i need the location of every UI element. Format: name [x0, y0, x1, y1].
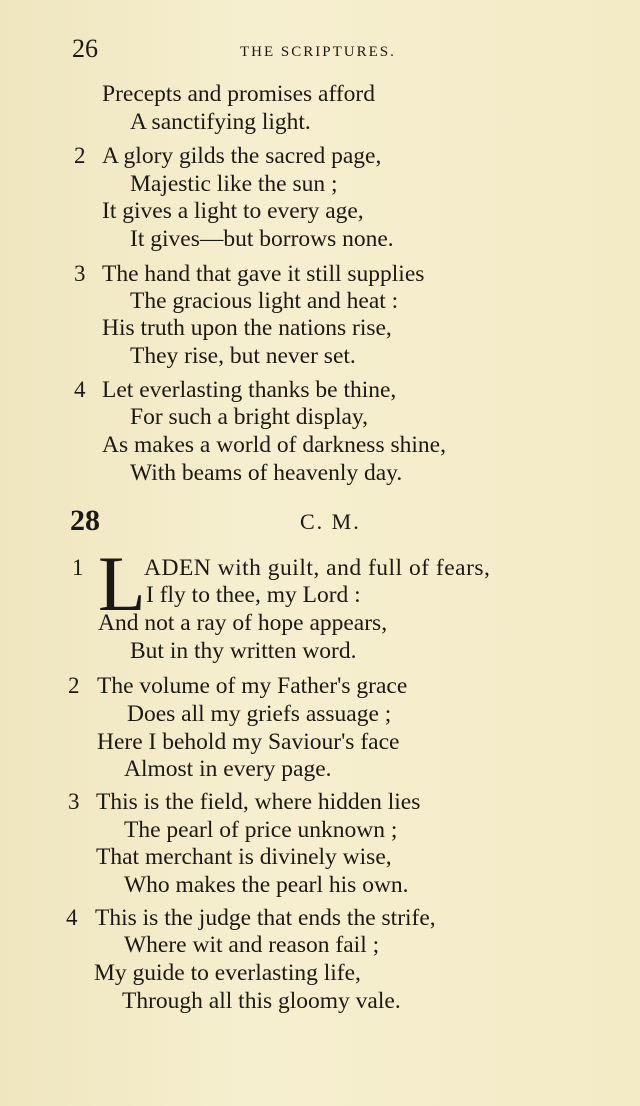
hymn28-verse-4-number: 4 [66, 905, 78, 930]
hymn28-verse-4-line-4: Through all this gloomy vale. [122, 988, 401, 1014]
hymn27-verse-3-number: 3 [74, 261, 86, 286]
hymn27-cont-line-1: Precepts and promises afford [102, 81, 376, 107]
hymn27-verse-2-line-2: Majestic like the sun ; [130, 171, 338, 197]
hymn28-verse-3-line-4: Who makes the pearl his own. [124, 872, 409, 898]
hymn28-verse-2-line-1: The volume of my Father's grace [97, 673, 408, 699]
hymn28-verse-3-line-1: This is the field, where hidden lies [96, 789, 421, 815]
hymn28-verse-4-line-1: This is the judge that ends the strife, [95, 905, 436, 931]
hymn27-verse-4-number: 4 [74, 377, 86, 402]
hymn28-verse-2-line-4: Almost in every page. [124, 756, 332, 782]
hymn28-verse-1-line-1: ADEN with guilt, and full of fears, [144, 555, 491, 581]
hymn28-verse-1-line-3: And not a ray of hope appears, [98, 610, 388, 636]
hymn27-verse-2-line-4: It gives—but borrows none. [130, 226, 394, 252]
hymn27-verse-2-number: 2 [74, 143, 86, 168]
hymn27-verse-4-line-1: Let everlasting thanks be thine, [102, 377, 397, 403]
hymn27-cont-line-2: A sanctifying light. [130, 109, 311, 135]
hymn27-verse-4-line-2: For such a bright display, [130, 404, 369, 430]
hymn27-verse-3-line-2: The gracious light and heat : [130, 288, 399, 314]
hymn28-verse-2-line-3: Here I behold my Saviour's face [97, 729, 400, 755]
hymn28-verse-3-line-3: That merchant is divinely wise, [96, 844, 392, 870]
hymn27-verse-2-line-1: A glory gilds the sacred page, [102, 143, 382, 169]
page-header [0, 34, 640, 74]
page-number: 26 [72, 34, 98, 63]
hymn28-verse-1-line-4: But in thy written word. [130, 638, 357, 664]
hymn28-verse-2-line-2: Does all my griefs assuage ; [127, 701, 392, 727]
hymn28-verse-2-number: 2 [68, 673, 80, 698]
hymn27-verse-3-line-3: His truth upon the nations rise, [102, 315, 392, 341]
hymn28-verse-3-number: 3 [68, 789, 80, 814]
hymn27-verse-4-line-3: As makes a world of darkness shine, [102, 432, 446, 458]
hymn28-verse-3-line-2: The pearl of price unknown ; [124, 817, 398, 843]
hymn28-number: 28 [70, 504, 100, 537]
running-title: THE SCRIPTURES. [240, 44, 396, 60]
hymn28-meter: C. M. [300, 509, 361, 534]
hymn28-verse-1-line-2: I fly to thee, my Lord : [146, 582, 361, 608]
hymn27-verse-3-line-1: The hand that gave it still supplies [102, 261, 425, 287]
hymn28-verse-4-line-3: My guide to everlasting life, [94, 960, 361, 986]
hymn27-verse-4-line-4: With beams of heavenly day. [130, 460, 403, 486]
hymn27-verse-2-line-3: It gives a light to every age, [102, 198, 364, 224]
drop-cap: L [98, 540, 146, 627]
hymn27-verse-3-line-4: They rise, but never set. [130, 343, 356, 369]
hymn28-verse-1-number: 1 [72, 555, 84, 580]
hymn28-verse-4-line-2: Where wit and reason fail ; [124, 932, 380, 958]
